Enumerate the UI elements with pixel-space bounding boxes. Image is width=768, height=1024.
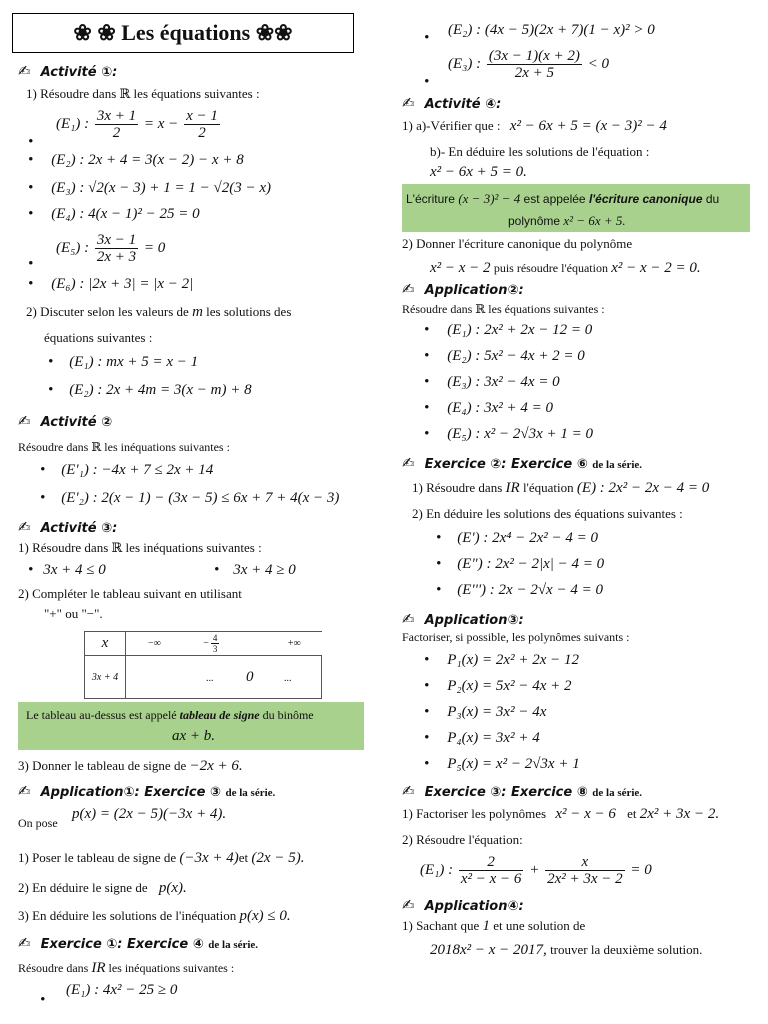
application4-heading: ✍ Application④: (402, 896, 524, 914)
application1-q1: 1) Poser le tableau de signe de (−3x + 4)et (2x − 5). (18, 850, 305, 866)
bullet-icon: • (424, 426, 430, 442)
bullet-icon: • (424, 348, 430, 364)
bullet-icon: • (424, 322, 430, 338)
pencil-icon: ✍ (18, 412, 31, 430)
activity1-question2: 2) Discuter selon les valeurs de m les solutions des (26, 304, 292, 320)
app2-equation-4: • (E₄) : 3x² + 4 = 0 (424, 400, 554, 416)
activity3-question2-cont: "+" ou "−". (44, 606, 103, 621)
bullet-icon: • (436, 530, 442, 546)
exercise2-eq3: • (E''') : 2x − 2√x − 4 = 0 (436, 582, 603, 598)
table-header-x: x (85, 632, 126, 656)
activity3-question1: 1) Résoudre dans ℝ les inéquations suivantes : (18, 540, 262, 555)
activity1-question2-cont: équations suivantes : (44, 330, 153, 345)
activity4-q1a: 1) a)-Vérifier que : x² − 6x + 5 = (x − 3)² − 4 (402, 118, 667, 134)
bullet-icon: • (424, 756, 430, 772)
inequation-1: • (E'₁) : −4x + 7 ≤ 2x + 14 (40, 462, 214, 478)
bullet-icon: • (214, 562, 220, 578)
equation-e2: • (E₂) : 2x + 4 = 3(x − 2) − x + 8 (28, 152, 244, 168)
bullet-icon: • (436, 582, 442, 598)
inequation-2: • (E'₂) : 2(x − 1) − (3x − 5) ≤ 6x + 7 + 4(x − 3) (40, 490, 340, 506)
exercise1-e1: • (E₁) : 4x² − 25 ≥ 0 (40, 982, 178, 1008)
param-equation-1: • (E₁) : mx + 5 = x − 1 (48, 354, 199, 370)
polynomial-p1: • P₁(x) = 2x² + 2x − 12 (424, 652, 579, 668)
app2-equation-2: • (E₂) : 5x² − 4x + 2 = 0 (424, 348, 585, 364)
pencil-icon: ✍ (402, 94, 415, 112)
exercise3-q2: 2) Résoudre l'équation: (402, 832, 523, 847)
bullet-icon: • (28, 180, 34, 196)
activity4-heading: ✍ Activité ④: (402, 94, 502, 112)
bullet-icon: • (40, 490, 46, 506)
pencil-icon: ✍ (402, 610, 415, 628)
bullet-icon: • (424, 374, 430, 390)
bullet-icon: • (424, 704, 430, 720)
activity4-q2-cont: x² − x − 2 puis résoudre l'équation x² − x − 2 = 0. (430, 260, 701, 276)
app2-equation-3: • (E₃) : 3x² − 4x = 0 (424, 374, 560, 390)
polynomial-p5: • P₅(x) = x² − 2√3x + 1 (424, 756, 580, 772)
application3-heading: ✍ Application③: (402, 610, 524, 628)
polynomial-p3: • P₃(x) = 3x² − 4x (424, 704, 547, 720)
right-equation-e2: • (E₂) : (4x − 5)(2x + 7)(1 − x)² > 0 (424, 22, 655, 46)
app2-equation-5: • (E₅) : x² − 2√3x + 1 = 0 (424, 426, 594, 442)
activity2-heading: ✍ Activité ② (18, 412, 113, 430)
pencil-icon: ✍ (18, 62, 31, 80)
pencil-icon: ✍ (402, 280, 415, 298)
pencil-icon: ✍ (402, 454, 415, 472)
polynomial-p2: • P₂(x) = 5x² − 4x + 2 (424, 678, 572, 694)
bullet-icon: • (48, 382, 54, 398)
exercise1-question: Résoudre dans IR les inéquations suivantes : (18, 960, 235, 976)
activity3-question3: 3) Donner le tableau de signe de −2x + 6. (18, 758, 243, 774)
pencil-icon: ✍ (402, 896, 415, 914)
pencil-icon: ✍ (18, 782, 31, 800)
bullet-icon: • (424, 30, 430, 46)
equation-e3: • (E₃) : √2(x − 3) + 1 = 1 − √2(3 − x) (28, 180, 271, 196)
bullet-icon: • (424, 74, 430, 90)
activity1-heading: ✍ Activité ①: (18, 62, 118, 80)
activity4-q1b: b)- En déduire les solutions de l'équation : (430, 144, 650, 159)
exercise3-equation: (E₁) : $\frac{2}{\text{x² − x − 6}}$ + $\frac{x}{\text{2x² + 3x − 2}}$ = 0 (420, 854, 652, 887)
bullet-icon: • (28, 206, 34, 222)
page-title (12, 13, 354, 53)
bullet-icon: • (40, 992, 46, 1008)
bullet-icon: • (28, 152, 34, 168)
polynomial-p4: • P₄(x) = 3x² + 4 (424, 730, 540, 746)
exercise2-eq2: • (E") : 2x² − 2|x| − 4 = 0 (436, 556, 605, 572)
bullet-icon: • (28, 562, 34, 578)
application1-heading: ✍ Application①: Exercice ③ de la série. (18, 782, 276, 800)
bullet-icon: • (40, 462, 46, 478)
activity3-question2: 2) Compléter le tableau suivant en utilisant (18, 586, 242, 601)
equation-e6: • (E₆) : |2x + 3| = |x − 2| (28, 276, 194, 292)
application1-pose: On pose (18, 816, 58, 830)
bullet-icon: • (424, 652, 430, 668)
inequation-a: • 3x + 4 ≤ 0 (28, 562, 106, 578)
pencil-icon: ✍ (18, 934, 31, 952)
bullet-icon: • (424, 678, 430, 694)
application4-q1: 1) Sachant que 1 et une solution de (402, 918, 586, 934)
activity3-heading: ✍ Activité ③: (18, 518, 118, 536)
table-row-label: 3x + 4 (85, 656, 126, 699)
sign-table (84, 631, 322, 699)
exercise2-q1: 1) Résoudre dans IR l'équation (E) : 2x² − 2x − 4 = 0 (412, 480, 710, 496)
equation-e4: • (E₄) : 4(x − 1)² − 25 = 0 (28, 206, 200, 222)
pencil-icon: ✍ (402, 782, 415, 800)
pencil-icon: ✍ (18, 518, 31, 536)
activity4-q1c: x² − 6x + 5 = 0. (430, 164, 527, 180)
inequation-b: • 3x + 4 ≥ 0 (214, 562, 296, 578)
application1-p: p(x) = (2x − 5)(−3x + 4). (72, 806, 227, 822)
bullet-icon: • (28, 276, 34, 292)
bullet-icon: • (424, 400, 430, 416)
activity2-question: Résoudre dans ℝ les inéquations suivantes : (18, 440, 230, 454)
equation-e1: • (E₁) : $\frac{3x + 1}{2}$ = x − $\frac{x - 1}{2}$ (28, 108, 218, 150)
bullet-icon: • (48, 354, 54, 370)
exercise2-q2: 2) En déduire les solutions des équations suivantes : (412, 506, 683, 521)
application3-question: Factoriser, si possible, les polynômes suivants : (402, 630, 630, 644)
bullet-icon: • (28, 134, 34, 150)
right-equation-e3: • (E₃) : $\frac{(3x - 1)(x + 2)}{2x + 5}$ < 0 (424, 48, 610, 90)
exercise2-heading: ✍ Exercice ②: Exercice ⑥ de la série. (402, 454, 643, 472)
application4-q1-cont: 2018x² − x − 2017, trouver la deuxième solution. (430, 942, 703, 958)
exercise3-q1: 1) Factoriser les polynômes x² − x − 6 et 2x² + 3x − 2. (402, 806, 720, 822)
canonical-form-note: L'écriture (x − 3)² − 4 est appelée l'écriture canonique du polynôme x² − 6x + 5. (402, 184, 750, 232)
exercise2-eq1: • (E') : 2x⁴ − 2x² − 4 = 0 (436, 530, 599, 546)
param-equation-2: • (E₂) : 2x + 4m = 3(x − m) + 8 (48, 382, 252, 398)
activity4-q2: 2) Donner l'écriture canonique du polynôme (402, 236, 633, 251)
application1-q2: 2) En déduire le signe de p(x). (18, 880, 187, 896)
table-row-signs: ... 0 ... (126, 656, 322, 699)
app2-equation-1: • (E₁) : 2x² + 2x − 12 = 0 (424, 322, 593, 338)
sign-table-note: Le tableau au-dessus est appelé tableau de signe du binôme ax + b. (18, 702, 364, 750)
equation-e5: • (E₅) : $\frac{3x - 1}{2x + 3}$ = 0 (28, 232, 166, 272)
bullet-icon: • (28, 256, 34, 272)
activity1-question1: 1) Résoudre dans ℝ les équations suivantes : (26, 86, 260, 101)
application1-q3: 3) En déduire les solutions de l'inéquation p(x) ≤ 0. (18, 908, 291, 924)
application2-heading: ✍ Application②: (402, 280, 524, 298)
title-text: ❀ ❀ Les équations ❀❀ (73, 20, 293, 45)
exercise3-heading: ✍ Exercice ③: Exercice ⑧ de la série. (402, 782, 643, 800)
bullet-icon: • (424, 730, 430, 746)
bullet-icon: • (436, 556, 442, 572)
table-header-values: −∞ − $\frac{4}{3}$ +∞ (126, 632, 322, 656)
exercise1-heading: ✍ Exercice ①: Exercice ④ de la série. (18, 934, 259, 952)
application2-question: Résoudre dans ℝ les équations suivantes : (402, 302, 605, 316)
